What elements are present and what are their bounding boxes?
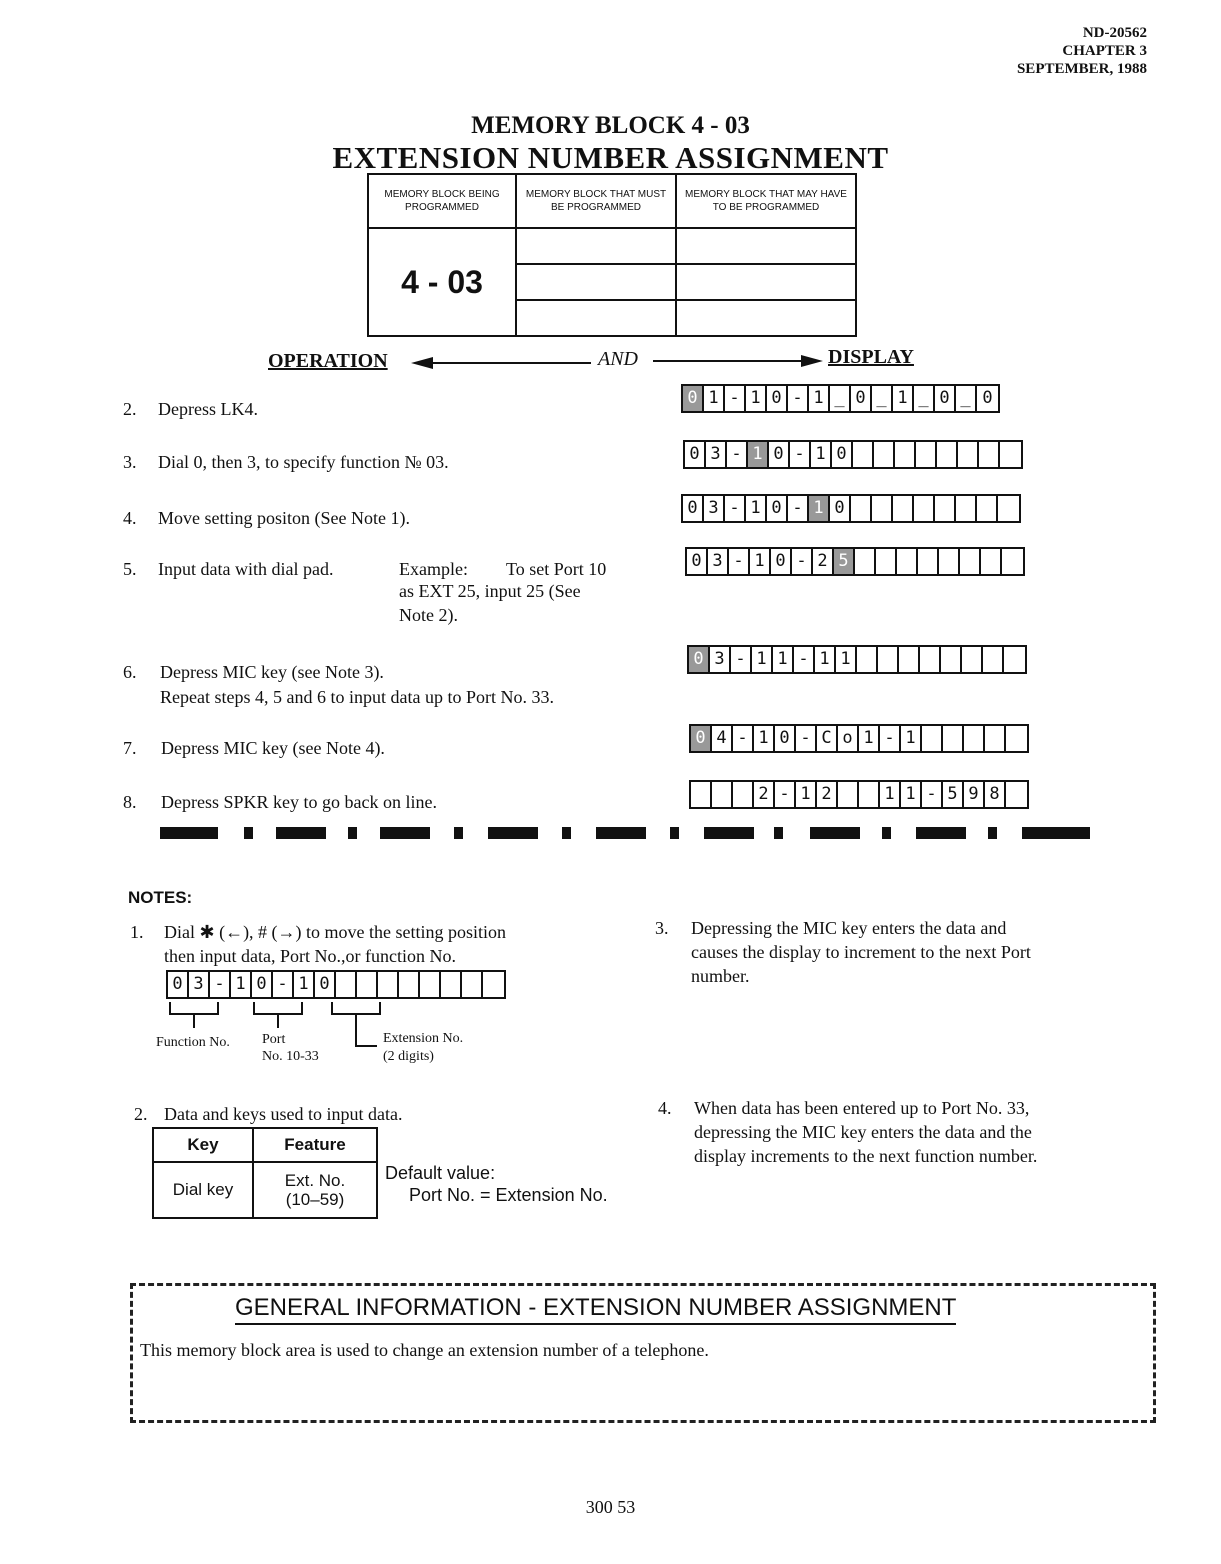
lcd-cell: _ — [914, 386, 935, 411]
lcd-cell: 1 — [859, 726, 880, 751]
lcd-cell: - — [731, 647, 752, 672]
lcd-cell: - — [273, 972, 294, 997]
lcd-cell — [853, 442, 874, 467]
lcd-cell: 1 — [893, 386, 914, 411]
lcd-cell — [872, 496, 893, 521]
lcd-cell: 2 — [817, 782, 838, 807]
lcd-cell: 0 — [683, 386, 704, 411]
operation-label: OPERATION — [268, 350, 388, 372]
lcd-cell: 1 — [901, 726, 922, 751]
lcd-cell — [983, 647, 1004, 672]
lcd-cell: 5 — [834, 549, 855, 574]
lcd-cell: 0 — [685, 442, 706, 467]
lcd-cell: - — [922, 782, 943, 807]
lcd-cell — [838, 782, 859, 807]
display-step-2 — [681, 384, 1000, 413]
lcd-cell: _ — [830, 386, 851, 411]
display-step-7 — [689, 724, 1029, 753]
lcd-cell — [935, 496, 956, 521]
lcd-cell: 1 — [231, 972, 252, 997]
lcd-cell — [878, 647, 899, 672]
lcd-cell — [1002, 549, 1023, 574]
kf-key-header: Key — [153, 1128, 253, 1162]
lcd-cell: 3 — [706, 442, 727, 467]
col-being-programmed: MEMORY BLOCK BEING PROGRAMMED — [368, 174, 516, 228]
lcd-cell — [960, 549, 981, 574]
lcd-cell: - — [775, 782, 796, 807]
lcd-cell: 1 — [750, 549, 771, 574]
lcd-cell — [914, 496, 935, 521]
table-cell — [676, 264, 856, 300]
lcd-cell — [399, 972, 420, 997]
lcd-cell: - — [733, 726, 754, 751]
step-6: 6. Depress MIC key (see Note 3). Repeat steps 4, 5 and 6 to input data up to Port No. 33. — [123, 662, 554, 707]
lcd-cell — [916, 442, 937, 467]
title-line1: MEMORY BLOCK 4 - 03 — [471, 112, 750, 139]
lcd-cell: 3 — [710, 647, 731, 672]
lcd-cell — [937, 442, 958, 467]
note-display — [166, 970, 506, 999]
lcd-cell — [1006, 782, 1027, 807]
lcd-cell: 0 — [689, 647, 710, 672]
lcd-cell: 0 — [775, 726, 796, 751]
label-extension-no: Extension No. — [383, 1031, 464, 1046]
step-5: 5. Input data with dial pad. Example: To set Port 10 as EXT 25, input 25 (See Note 2). — [123, 559, 607, 625]
lcd-cell: 1 — [752, 647, 773, 672]
step-7: 7. Depress MIC key (see Note 4). — [123, 738, 385, 758]
label-port-range: No. 10-33 — [262, 1049, 319, 1064]
lcd-cell: 1 — [704, 386, 725, 411]
table-cell — [676, 300, 856, 336]
lcd-cell — [922, 726, 943, 751]
right-arrow-icon — [653, 354, 823, 368]
note-3: 3. Depressing the MIC key enters the data and causes the display to increment to the next Port number. — [655, 918, 1031, 986]
lcd-cell: 1 — [754, 726, 775, 751]
kf-feature-header: Feature — [253, 1128, 377, 1162]
lcd-cell: 9 — [964, 782, 985, 807]
lcd-cell — [1000, 442, 1021, 467]
and-label: AND — [598, 348, 638, 370]
note-1: 1. Dial ✱ (←), # (→) to move the setting position then input data, Port No.,or function No. — [130, 922, 507, 966]
lcd-cell: - — [796, 726, 817, 751]
kf-key-value: Dial key — [153, 1162, 253, 1218]
lcd-cell: 0 — [252, 972, 273, 997]
document-header — [1017, 24, 1147, 78]
lcd-cell — [859, 782, 880, 807]
block-value: 4 - 03 — [368, 228, 516, 336]
lcd-cell — [483, 972, 504, 997]
lcd-cell: 0 — [315, 972, 336, 997]
lcd-cell: 1 — [880, 782, 901, 807]
lcd-cell: 0 — [771, 549, 792, 574]
lcd-cell: - — [790, 442, 811, 467]
lcd-cell: 0 — [832, 442, 853, 467]
label-function-no: Function No. — [156, 1035, 230, 1050]
lcd-cell: 2 — [813, 549, 834, 574]
lcd-cell: _ — [872, 386, 893, 411]
lcd-cell: 0 — [767, 496, 788, 521]
lcd-cell — [733, 782, 754, 807]
general-info-text: This memory block area is used to change an extension number of a telephone. — [140, 1340, 709, 1360]
doc-date: SEPTEMBER, 1988 — [1016, 61, 1147, 77]
chapter: CHAPTER 3 — [1062, 43, 1147, 59]
lcd-cell: _ — [956, 386, 977, 411]
lcd-cell: o — [838, 726, 859, 751]
section-separator — [160, 827, 1090, 841]
lcd-cell: 0 — [851, 386, 872, 411]
lcd-cell — [941, 647, 962, 672]
display-label: DISPLAY — [828, 346, 914, 368]
memory-block-table — [367, 173, 857, 337]
lcd-cell: 3 — [189, 972, 210, 997]
lcd-cell — [691, 782, 712, 807]
lcd-cell: 1 — [901, 782, 922, 807]
lcd-cell — [855, 549, 876, 574]
lcd-cell: - — [727, 442, 748, 467]
key-feature-table — [152, 1127, 378, 1219]
lcd-cell — [979, 442, 1000, 467]
display-bracket-lines — [166, 1000, 396, 1036]
kf-feature-value: Ext. No. (10–59) — [253, 1162, 377, 1218]
lcd-cell: 1 — [815, 647, 836, 672]
step-2: 2. Depress LK4. — [123, 399, 258, 419]
lcd-cell — [985, 726, 1006, 751]
lcd-cell: 0 — [830, 496, 851, 521]
lcd-cell — [918, 549, 939, 574]
col-must-be-programmed: MEMORY BLOCK THAT MUST BE PROGRAMMED — [516, 174, 676, 228]
lcd-cell — [899, 647, 920, 672]
lcd-cell — [977, 496, 998, 521]
lcd-cell: - — [794, 647, 815, 672]
lcd-cell: 4 — [712, 726, 733, 751]
lcd-cell: 8 — [985, 782, 1006, 807]
lcd-cell — [981, 549, 1002, 574]
lcd-cell: - — [210, 972, 231, 997]
lcd-cell — [964, 726, 985, 751]
step-8: 8. Depress SPKR key to go back on line. — [123, 792, 437, 812]
display-step-3 — [683, 440, 1023, 469]
lcd-cell — [895, 442, 916, 467]
lcd-cell: 1 — [809, 386, 830, 411]
lcd-cell — [958, 442, 979, 467]
lcd-cell: 1 — [748, 442, 769, 467]
lcd-cell — [1004, 647, 1025, 672]
lcd-cell: - — [788, 386, 809, 411]
lcd-cell: 5 — [943, 782, 964, 807]
lcd-cell: 1 — [796, 782, 817, 807]
lcd-cell — [857, 647, 878, 672]
lcd-cell: 0 — [982, 388, 993, 408]
lcd-cell — [943, 726, 964, 751]
lcd-cell: 3 — [708, 549, 729, 574]
lcd-cell — [876, 549, 897, 574]
operation-display-heading — [268, 346, 933, 376]
display-step-8 — [689, 780, 1029, 809]
lcd-cell: 0 — [935, 386, 956, 411]
lcd-cell: 0 — [769, 442, 790, 467]
lcd-cell: C — [817, 726, 838, 751]
lcd-cell — [462, 972, 483, 997]
lcd-cell: 3 — [704, 496, 725, 521]
doc-number: ND-20562 — [1082, 25, 1147, 41]
lcd-cell: 1 — [746, 386, 767, 411]
table-cell — [516, 228, 676, 264]
lcd-cell — [998, 496, 1019, 521]
label-ext-digits: (2 digits) — [383, 1049, 434, 1064]
display-step-6 — [687, 645, 1027, 674]
lcd-cell — [378, 972, 399, 997]
lcd-cell — [420, 972, 441, 997]
label-port: Port — [262, 1032, 286, 1047]
notes-heading: NOTES: — [128, 888, 193, 907]
lcd-cell: - — [729, 549, 750, 574]
lcd-cell: 1 — [746, 496, 767, 521]
lcd-cell — [939, 549, 960, 574]
display-step-5 — [685, 547, 1025, 576]
col-may-be-programmed: MEMORY BLOCK THAT MAY HAVE TO BE PROGRAMMED — [676, 174, 856, 228]
display-step-4 — [681, 494, 1021, 523]
table-cell — [516, 300, 676, 336]
note-4: 4. When data has been entered up to Port No. 33, depressing the MIC key enters the data and the display increments to the next function number. — [658, 1098, 1038, 1166]
lcd-cell: 1 — [773, 647, 794, 672]
lcd-cell: 0 — [687, 549, 708, 574]
lcd-cell — [851, 496, 872, 521]
left-arrow-icon — [411, 356, 591, 370]
lcd-cell: 0 — [767, 386, 788, 411]
ext-leader-line — [355, 1034, 379, 1048]
lcd-cell — [336, 972, 357, 997]
lcd-cell: 1 — [294, 972, 315, 997]
lcd-cell — [874, 442, 895, 467]
lcd-cell — [893, 496, 914, 521]
lcd-cell — [956, 496, 977, 521]
lcd-cell — [962, 647, 983, 672]
page-title: EXTENSION NUMBER ASSIGNMENT — [332, 140, 889, 175]
step-4: 4. Move setting positon (See Note 1). — [123, 508, 410, 528]
note-2: 2. Data and keys used to input data. — [134, 1104, 403, 1124]
lcd-cell: - — [725, 386, 746, 411]
lcd-cell: 1 — [811, 442, 832, 467]
lcd-cell: - — [880, 726, 901, 751]
lcd-cell: 0 — [691, 726, 712, 751]
lcd-cell: - — [788, 496, 809, 521]
lcd-cell — [357, 972, 378, 997]
page-number: 300 53 — [585, 1497, 636, 1517]
lcd-cell: 1 — [836, 647, 857, 672]
lcd-cell — [897, 549, 918, 574]
lcd-cell — [1006, 726, 1027, 751]
lcd-cell — [712, 782, 733, 807]
lcd-cell: 1 — [809, 496, 830, 521]
lcd-cell: 0 — [683, 496, 704, 521]
lcd-cell: - — [725, 496, 746, 521]
lcd-cell — [441, 972, 462, 997]
step-3: 3. Dial 0, then 3, to specify function № 03. — [123, 452, 449, 472]
default-value: Default value: Port No. = Extension No. — [385, 1163, 608, 1205]
table-cell — [516, 264, 676, 300]
lcd-cell — [920, 647, 941, 672]
general-info-title: GENERAL INFORMATION - EXTENSION NUMBER ASSIGNMENT — [235, 1293, 956, 1325]
table-cell — [676, 228, 856, 264]
lcd-cell: 0 — [168, 972, 189, 997]
lcd-cell: - — [792, 549, 813, 574]
lcd-cell: 2 — [754, 782, 775, 807]
